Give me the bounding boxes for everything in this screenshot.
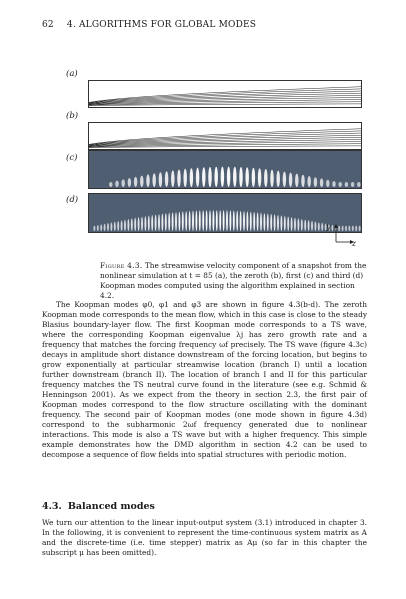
figure-panel-a — [88, 80, 362, 108]
wave-structure — [257, 212, 259, 231]
wave-structure — [121, 220, 123, 231]
wave-structure — [141, 217, 143, 231]
wave-structure — [202, 167, 205, 187]
section-number: 4.3. — [42, 501, 62, 512]
wave-structure — [263, 213, 265, 231]
wave-structure — [165, 171, 168, 187]
wave-structure — [110, 222, 112, 231]
wave-structure — [326, 180, 329, 187]
wave-structure — [221, 167, 224, 187]
wave-structure — [121, 179, 124, 187]
wave-structure — [226, 210, 228, 231]
wave-structure — [239, 167, 242, 187]
wave-structure — [229, 210, 231, 231]
wave-structure — [216, 210, 218, 231]
wave-structure — [301, 175, 304, 187]
wave-structure — [131, 218, 133, 231]
wave-structure — [199, 210, 201, 231]
figure-panel-b — [88, 122, 362, 150]
wave-structure — [134, 177, 137, 187]
wave-structure — [314, 177, 317, 187]
figure-caption — [100, 261, 368, 301]
wave-structure — [177, 170, 180, 187]
wave-structure — [245, 167, 248, 187]
wave-structure — [202, 210, 204, 231]
wave-structure — [151, 215, 153, 231]
wave-structure — [97, 225, 99, 231]
flow-field-plot — [89, 194, 361, 232]
wave-structure — [357, 182, 360, 187]
running-header — [42, 20, 256, 30]
section-title: Balanced modes — [67, 501, 155, 512]
section-heading — [42, 501, 155, 512]
wave-structure — [93, 226, 95, 231]
wave-structure — [223, 210, 225, 231]
wave-structure — [168, 213, 170, 231]
caption-text: The streamwise velocity component of a snapshot from the nonlinear simulation at t = 85 (a), the zeroth (b), first (c) and third (d) Koopman modes computed using the algorithm explained in section 4.2. — [100, 261, 367, 300]
wave-structure — [158, 214, 160, 231]
axis-y-label: y — [326, 222, 331, 231]
body-paragraph-2: We turn our attention to the linear input-output system (3.1) introduced in chapter 3. In the following, it is convenient to represent the time-continuous system matrix as A and the discrete-time (i.e. time stepper) matrix as Aμ (so far in this chapter the subscript μ has been omitted). — [42, 518, 367, 557]
wave-structure — [295, 174, 298, 187]
wave-structure — [109, 182, 112, 187]
wave-structure — [321, 223, 323, 231]
flow-field-plot — [89, 151, 361, 188]
wave-structure — [338, 182, 341, 187]
wave-structure — [276, 171, 279, 187]
wave-structure — [351, 182, 354, 187]
wave-structure — [308, 220, 310, 231]
wave-structure — [332, 181, 335, 187]
wave-structure — [270, 170, 273, 187]
wave-structure — [107, 223, 109, 231]
wave-structure — [144, 216, 146, 231]
wave-structure — [140, 176, 143, 187]
wave-structure — [291, 217, 293, 231]
wave-structure — [240, 211, 242, 231]
wave-structure — [345, 182, 348, 187]
wave-structure — [233, 211, 235, 231]
wave-structure — [236, 211, 238, 231]
wave-structure — [114, 222, 116, 231]
wave-structure — [138, 217, 140, 231]
wave-structure — [318, 222, 320, 231]
wave-structure — [172, 212, 174, 231]
wave-structure — [127, 219, 129, 231]
wave-structure — [185, 211, 187, 231]
wave-structure — [100, 224, 102, 231]
wave-structure — [260, 213, 262, 231]
wave-structure — [283, 172, 286, 187]
wave-structure — [219, 210, 221, 231]
axis-indicator — [326, 222, 356, 246]
axis-z-label: z — [351, 239, 356, 248]
wave-structure — [183, 169, 186, 187]
wave-structure — [284, 216, 286, 231]
wave-structure — [243, 211, 245, 231]
wave-structure — [117, 221, 119, 231]
wave-structure — [287, 217, 289, 231]
wave-structure — [209, 210, 211, 231]
wave-structure — [159, 172, 162, 187]
wave-structure — [314, 221, 316, 231]
wave-structure — [297, 218, 299, 231]
wave-structure — [280, 215, 282, 231]
wave-structure — [212, 210, 214, 231]
wave-structure — [104, 224, 106, 231]
flow-field-plot — [89, 81, 361, 107]
wave-structure — [115, 181, 118, 187]
wave-structure — [264, 169, 267, 187]
wave-structure — [192, 211, 194, 231]
wave-structure — [359, 226, 361, 231]
wave-structure — [246, 211, 248, 231]
wave-structure — [178, 212, 180, 231]
page-number: 62 — [42, 20, 54, 30]
wave-structure — [307, 176, 310, 187]
wave-structure — [195, 211, 197, 231]
wave-structure — [320, 178, 323, 187]
wave-structure — [134, 218, 136, 231]
body-paragraph-1: The Koopman modes φ0, φ1 and φ3 are shown in figure 4.3(b-d). The zeroth Koopman mode corresponds to the mean flow, which in this case is close to the steady Blasius boundary-layer flow. The first Koopman mode corresponds to a TS wave, where the corresponding Koopman eigenvalue λj has zero growth rate and a frequency that matches the forcing frequency ωf precisely. The TS wave (figure 4.3c) decays in amplitude short distance downstream of the forcing location, but begins to grow exponentially at particular streamwise location (branch I) until a location further downstream (branch II). The location of branch I and II for this particular frequency matches the TS neutral curve found in the literature (see e.g. Schmid & Henningson 2001). As we expect from the theory in section 2.3, the first pair of Koopman modes correspond to the flow structure oscillating with the dominant frequency. The second pair of Koopman modes (one mode shown in figure 4.3d) correspond to the subharmonic 2ωf frequency generated due to nonlinear interactions. This mode is also a TS wave but with a higher frequency. This simple example demonstrates how the DMD algorithm in section 4.2 can be used to decompose a sequence of flow fields into spatial structures with periodic motion. — [42, 300, 367, 459]
wave-structure — [161, 214, 163, 231]
wave-structure — [258, 168, 261, 187]
wave-structure — [155, 215, 157, 231]
wave-structure — [196, 168, 199, 187]
wave-structure — [233, 167, 236, 187]
flow-field-plot — [89, 123, 361, 149]
wave-structure — [206, 210, 208, 231]
wave-structure — [289, 173, 292, 187]
wave-structure — [252, 168, 255, 187]
wave-structure — [148, 216, 150, 231]
running-title: 4. ALGORITHMS FOR GLOBAL MODES — [66, 20, 257, 30]
wave-structure — [189, 211, 191, 231]
wave-structure — [124, 220, 126, 231]
wave-structure — [294, 218, 296, 231]
figure-panel-d — [88, 193, 362, 233]
wave-structure — [274, 214, 276, 231]
figure-panel-c — [88, 150, 362, 189]
wave-structure — [214, 167, 217, 187]
field-background — [89, 194, 361, 232]
panel-label-b: (b) — [66, 111, 79, 121]
wave-structure — [190, 168, 193, 187]
wave-structure — [301, 219, 303, 231]
wave-structure — [267, 214, 269, 231]
wave-structure — [128, 178, 131, 187]
panel-label-a: (a) — [66, 69, 78, 79]
caption-label: Figure 4.3. — [100, 261, 143, 270]
wave-structure — [277, 215, 279, 231]
wave-structure — [253, 212, 255, 231]
wave-structure — [146, 174, 149, 187]
wave-structure — [270, 214, 272, 231]
wave-structure — [171, 170, 174, 187]
wave-structure — [208, 167, 211, 187]
wave-structure — [250, 212, 252, 231]
wave-structure — [227, 167, 230, 187]
wave-structure — [182, 211, 184, 231]
wave-structure — [311, 221, 313, 231]
wave-structure — [152, 173, 155, 187]
panel-label-c: (c) — [66, 153, 78, 163]
wave-structure — [165, 213, 167, 231]
panel-label-d: (d) — [66, 195, 79, 205]
wave-structure — [304, 220, 306, 231]
wave-structure — [175, 212, 177, 231]
